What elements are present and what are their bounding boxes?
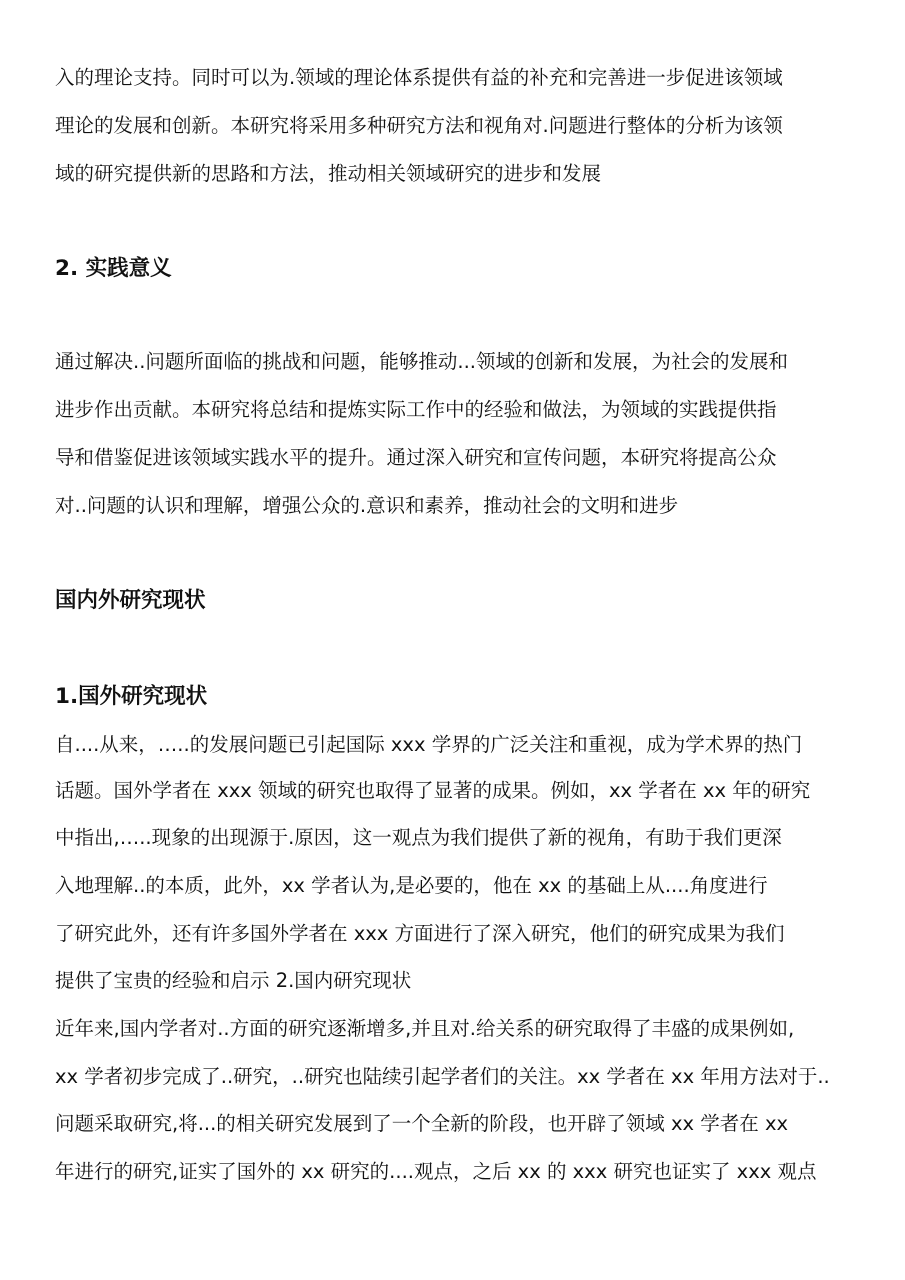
status-line-4: 入地理解..的本质，此外，xx 学者认为,是必要的，他在 xx 的基础上从....角度进行: [55, 874, 768, 897]
intro-line-3: 域的研究提供新的思路和方法，推动相关领域研究的进步和发展: [55, 162, 602, 185]
status-line-3: 中指出,…..现象的出现源于.原因，这一观点为我们提供了新的视角，有助于我们更深: [55, 826, 782, 849]
practical-line-4: 对..问题的认识和理解，增强公众的.意识和素养，推动社会的文明和进步: [55, 494, 679, 517]
foreign-status-heading: 1.国外研究现状: [55, 684, 208, 709]
practical-line-2: 进步作出贡献。本研究将总结和提炼实际工作中的经验和做法，为领域的实践提供指: [55, 398, 777, 421]
status-line-6: 提供了宝贵的经验和启示 2.国内研究现状: [55, 969, 412, 992]
status-line-2: 话题。国外学者在 xxx 领域的研究也取得了显著的成果。例如，xx 学者在 xx 年的研究: [55, 779, 811, 802]
intro-line-1: 入的理论支持。同时可以为.领域的理论体系提供有益的补充和完善进一步促进该领域: [55, 66, 783, 89]
status-line-1: 自....从来，…..的发展问题已引起国际 xxx 学界的广泛关注和重视，成为学术界的热门: [55, 733, 803, 756]
status-line-8: xx 学者初步完成了..研究，..研究也陆续引起学者们的关注。xx 学者在 xx 年用方法对于..: [55, 1065, 830, 1088]
status-line-10: 年进行的研究,证实了国外的 xx 研究的....观点，之后 xx 的 xxx 研究也证实了 xxx 观点: [55, 1160, 817, 1183]
status-heading: 国内外研究现状: [55, 588, 206, 613]
practical-heading: 2. 实践意义: [55, 256, 172, 281]
practical-line-1: 通过解决..问题所面临的挑战和问题，能够推动...领域的创新和发展，为社会的发展和: [55, 350, 788, 373]
status-line-7: 近年来,国内学者对..方面的研究逐渐增多,并且对.给关系的研究取得了丰盛的成果例如,: [55, 1017, 795, 1040]
practical-line-3: 导和借鉴促进该领域实践水平的提升。通过深入研究和宣传问题，本研究将提高公众: [55, 446, 777, 469]
status-line-5: 了研究此外，还有许多国外学者在 xxx 方面进行了深入研究，他们的研究成果为我们: [55, 922, 785, 945]
status-line-9: 问题采取研究,将...的相关研究发展到了一个全新的阶段，也开辟了领域 xx 学者在 xx: [55, 1112, 789, 1135]
intro-line-2: 理论的发展和创新。本研究将采用多种研究方法和视角对.问题进行整体的分析为该领: [55, 114, 783, 137]
